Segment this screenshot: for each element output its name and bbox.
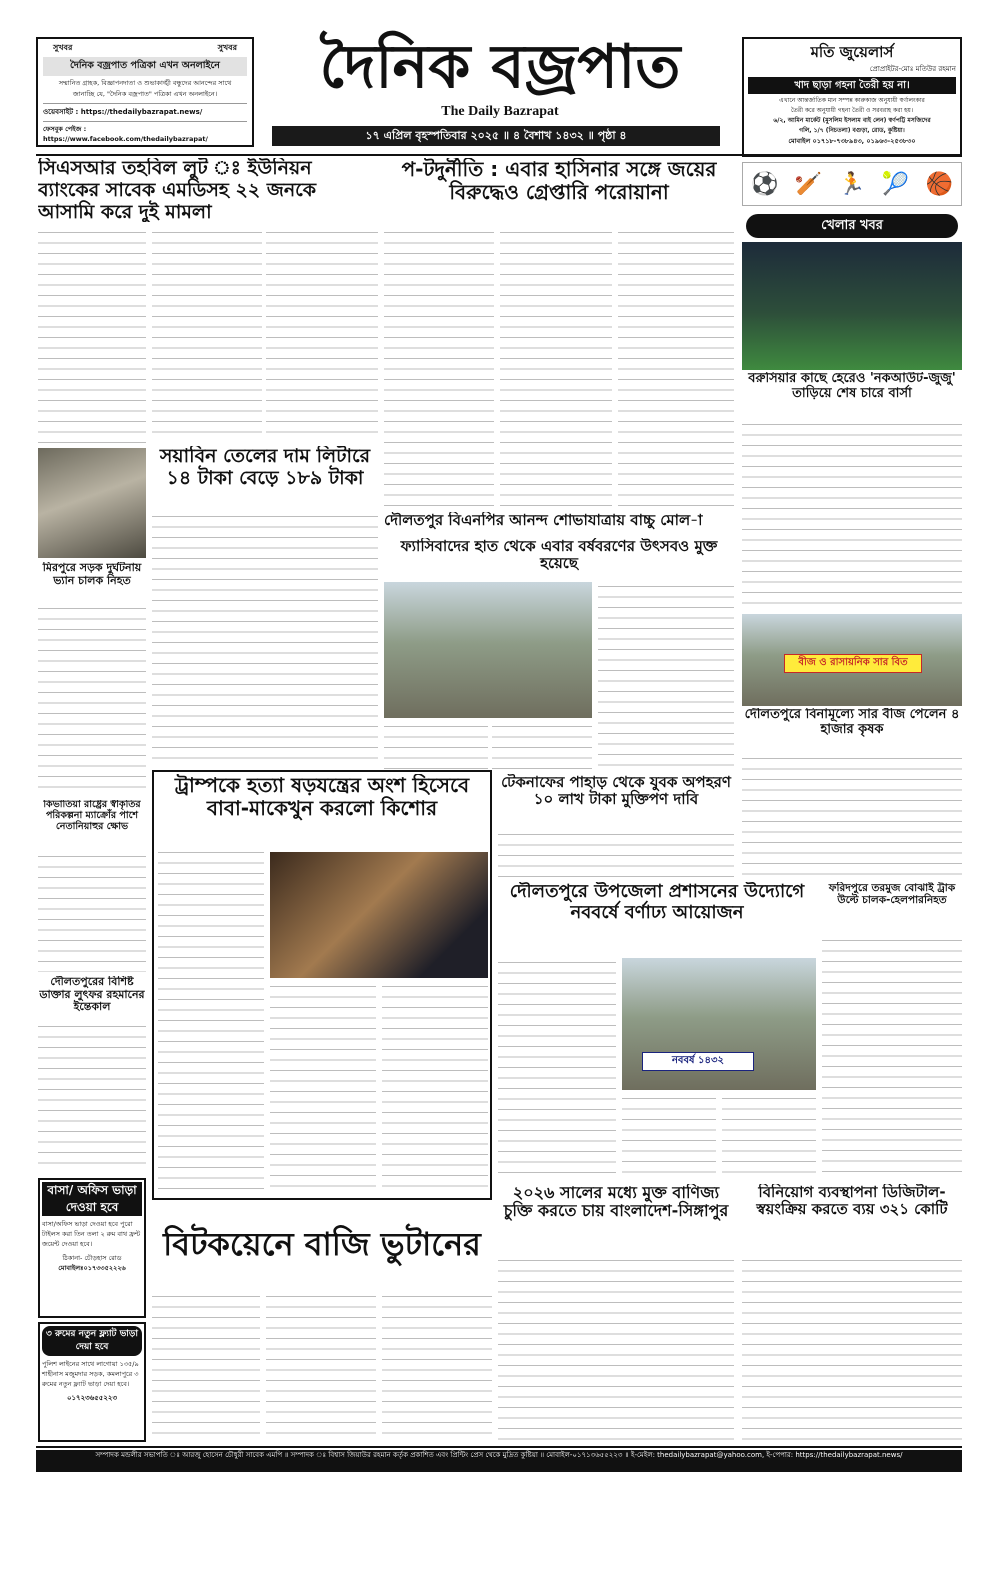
plot-article-col1 xyxy=(384,228,494,508)
tennis-icon: 🎾 xyxy=(881,171,910,197)
headline-invest: বিনিয়োগ ব্যবস্থাপনা ডিজিটাল-স্বয়ংক্রিয় করতে ব্যয় ৩২১ কোটি xyxy=(756,1184,948,1219)
notice-body: সম্মানিত গ্রাহক, বিজ্ঞাপনদাতা ও শুভাকাঙ্খী বন্ধুদের আনন্দের সাথে xyxy=(58,79,232,87)
notice-left-tag: সুখবর xyxy=(53,43,73,52)
invest-article xyxy=(742,1256,962,1442)
procession-photo xyxy=(384,582,592,718)
bitcoin-article-col2 xyxy=(266,1292,376,1442)
jewellers-phone: মোবাইল ০১৭১৮-৭৩৮৯৪৩, ০১৯৬৩-২৫৩৮৩০ xyxy=(788,137,916,145)
plot-article-col3 xyxy=(618,228,734,508)
newyear-article-col1 xyxy=(498,958,616,1178)
rent-ad-title: বাসা/ অফিস ভাড়া দেওয়া হবে xyxy=(42,1182,142,1216)
footer-imprint: সম্পাদক মন্ডলীর সভাপতি ঃ আরজু হোসেন চৌধুরী সাবেক এমপি ॥ সম্পাদক ঃ বিশ্বাস জিয়াউর রহমান কর্তৃক প্রকাশিত এবং প্রিন্টিং প্রেস থেকে মুদ্রিত কুষ্টিয়া ॥ মোবাইল-০১৭১৩৬৫৫২২৩ ॥ ই-মেইল: thedailybazrapat@yahoo.com, ই-পেপার: https://thedailybazrapat.news/ xyxy=(36,1450,962,1472)
headline-bnp: দৌলতপুর বিএনপির আনন্দ শোভাযাত্রায় বাচ্চু মোল-া xyxy=(384,512,703,529)
rent-ad-phone: মোবাইলঃ০১৭৩৩৫২২২৬ xyxy=(58,1264,126,1272)
jewellers-line-1: এখানে আন্তর্জাতিক মান সম্পন্ন কারুকাজ অনুযায়ী স্বর্ণালংকার xyxy=(779,97,925,104)
headline-doctor: দৌলতপুরের বিশিষ্ট ডাক্তার লুৎফর রহমানের ইন্তেকাল xyxy=(39,976,145,1014)
masthead-title: দৈনিক বজ্রপাত xyxy=(319,32,681,102)
football-icon: ⚽ xyxy=(751,171,779,197)
headline-tejgaon: ফরিদপুরে তরমুজ বোঝাই ট্রাক উল্টে চালক-হেলপারনিহত xyxy=(828,882,956,907)
headline-barca: বরুসিয়ার কাছে হেরেও 'নকআউট-জুজু' তাড়িয়ে শেষ চারে বার্সা xyxy=(748,372,956,401)
basketball-icon: 🏀 xyxy=(925,171,953,197)
bitcoin-article-col3 xyxy=(382,1292,492,1442)
rent-ad-contact: ঠিকানা- চৌড়হাস রোড xyxy=(62,1254,122,1262)
masthead-subtitle: The Daily Bazrapat xyxy=(441,104,559,119)
accident-article xyxy=(38,604,146,796)
barca-article xyxy=(742,420,962,612)
bitcoin-article-col1 xyxy=(152,1292,260,1442)
jewellers-line-2: তৈরী করে অনুযায়ী গহনা তৈরী ও সরবরাহ করা হয়। xyxy=(791,107,913,114)
doctor-article xyxy=(38,1022,146,1172)
fertilizer-banner: বীজ ও রাসায়নিক সার বিত xyxy=(784,654,922,673)
oil-article xyxy=(152,512,378,768)
headline-kidnap: টেকনাফের পাহাড় থেকে যুবক অপহরণ ১০ লাখ টাকা মুক্তিপণ দাবি xyxy=(501,774,731,809)
fascist-article-col1 xyxy=(384,722,488,770)
plot-article-col2 xyxy=(500,228,612,508)
headline-fertilizer: দৌলতপুরে বিনামূল্যে সার বীজ পেলেন ৪ হাজার কৃষক xyxy=(744,708,960,737)
jewellers-tagline: খাদ ছাড়া গহনা তৈরী হয় না। xyxy=(748,77,956,94)
accident-photo xyxy=(38,448,146,558)
runner-icon: 🏃 xyxy=(838,171,866,197)
tejgaon-article xyxy=(822,936,962,1178)
masthead-dateline: ১৭ এপ্রিল বৃহস্পতিবার ২০২৫ ॥ ৪ বৈশাখ ১৪৩২ ॥ পৃষ্ঠা ৪ xyxy=(272,126,720,146)
jewellers-address: ৬/২, আমিন মার্কেট (মুসলিম ইসলাম বাই লেন) স্বর্ণপট্টি মসজিদের xyxy=(773,117,931,124)
jewellers-name: মতি জুয়েলার্স xyxy=(810,43,894,61)
headline-fascist: ফ্যাসিবাদের হাত থেকে এবার বর্ষবরণের উৎসবও মুক্ত হয়েছে xyxy=(400,538,718,573)
newyear-photo xyxy=(622,958,816,1090)
notice-body-2: জানাচ্ছি যে, "দৈনিক বজ্রপাত" পত্রিকা এখন অনলাইনে। xyxy=(72,90,218,98)
csr-article-col2 xyxy=(152,228,262,442)
headline-oil: সয়াবিন তেলের দাম লিটারে ১৪ টাকা বেড়ে ১৮৯ টাকা xyxy=(159,446,371,489)
masthead xyxy=(260,30,740,150)
headline-csr: সিএসআর তহবিল লুট ঃ ইউনিয়ন ব্যাংকের সাবেক এমডিসহ ২২ জনকে আসামি করে দুই মামলা xyxy=(38,158,317,222)
notice-website-link[interactable]: ওয়েবসাইট : https://thedailybazrapat.news/ xyxy=(43,103,247,118)
headline-newyear: দৌলতপুরে উপজেলা প্রশাসনের উদ্যোগে নববর্ষে বর্ণাঢ্য আয়োজন xyxy=(509,882,805,923)
cricket-icon: 🏏 xyxy=(794,171,823,197)
kivati-article xyxy=(38,852,146,972)
headline-plot: প-টদুর্নীতি : এবার হাসিনার সঙ্গে জয়ের বিরুদ্ধেও গ্রেপ্তারি পরোয়ানা xyxy=(401,158,717,204)
jewellers-address-2: গলি, ১/৭ (নিচতলা) বগুড়া, রোড, কুষ্টিয়া। xyxy=(799,127,905,134)
newyear-article-col2 xyxy=(622,1094,716,1178)
fascist-article-col2 xyxy=(492,722,592,770)
jewellers-ad xyxy=(742,37,962,157)
newyear-banner: নববর্ষ ১৪৩২ xyxy=(642,1052,754,1071)
notice-right-tag: সুখবর xyxy=(217,43,237,52)
headline-bitcoin: বিটকয়েনে বাজি ভুটানের xyxy=(163,1225,481,1263)
trump-article-col2 xyxy=(270,982,376,1196)
fascist-article-col3 xyxy=(598,582,734,770)
rent-ad xyxy=(38,1178,146,1318)
flat-ad-body: পুলিশ লাইনের সাথে লাগোয়া ১৩৫/৯ শাহীনাস মজুমদার সড়ক, কমলাপুরে ৩ রুমের নতুন ফ্ল্যাট ভাড়া দেয়া হবে। xyxy=(42,1360,139,1388)
headline-trump: ট্রাম্পকে হত্যা ষড়যন্ত্রের অংশ হিসেবে বাবা-মাকেখুন করলো কিশোর xyxy=(174,774,470,820)
csr-article-col1 xyxy=(38,228,146,444)
fertilizer-photo xyxy=(742,614,962,706)
trade-article xyxy=(498,1256,734,1442)
headline-accident: মিরপুরে সড়ক দুর্ঘটনায় ভ্যান চালক নিহত xyxy=(42,562,142,587)
csr-article-col3 xyxy=(266,228,378,442)
notice-facebook-link[interactable]: ফেসবুক পেইজ : https://www.facebook.com/thedailybazrapat/ xyxy=(43,121,247,143)
newyear-article-col3 xyxy=(722,1094,816,1178)
rent-ad-body: বাসা/অফিস ভাড়া দেওয়া হবে পুরো টাইলস করা তিন তলা ২ রুম বাথ ফ্রন্ট জয়েন্ট দেওয়া হবে। xyxy=(42,1220,141,1248)
headline-kivati: কিভাতিয়া রাষ্ট্রের স্বীকৃতির পরিকল্পনা ম্যাক্রোঁর পাশে নেতানিয়াহুর ক্ষোভ xyxy=(43,800,141,832)
flat-ad-title: ৩ রুমের নতুন ফ্ল্যাট ভাড়া দেয়া হবে xyxy=(42,1326,142,1356)
football-photo xyxy=(742,242,962,370)
notice-headline: দৈনিক বজ্রপাত পত্রিকা এখন অনলাইনে xyxy=(43,57,247,76)
online-notice-box xyxy=(36,37,254,147)
sports-header: খেলার খবর xyxy=(746,214,958,238)
top-rule xyxy=(36,154,962,156)
sports-icons xyxy=(742,162,962,206)
fertilizer-article xyxy=(742,754,962,876)
flat-ad xyxy=(38,1322,146,1442)
trump-article-col3 xyxy=(382,982,488,1196)
headline-trade: ২০২৬ সালের মধ্যে মুক্ত বাণিজ্য চুক্তি করতে চায় বাংলাদেশ-সিঙ্গাপুর xyxy=(503,1184,729,1221)
trump-photo xyxy=(270,852,488,978)
jewellers-owner: প্রোপ্রাইটর-মোঃ মতিউর রহমান xyxy=(869,65,956,73)
trump-article-col1 xyxy=(158,848,264,1196)
footer-rule xyxy=(36,1446,962,1448)
kidnap-article xyxy=(498,830,734,880)
flat-ad-phone: ০১৭২৩৬৫৫২২৩ xyxy=(66,1394,118,1402)
